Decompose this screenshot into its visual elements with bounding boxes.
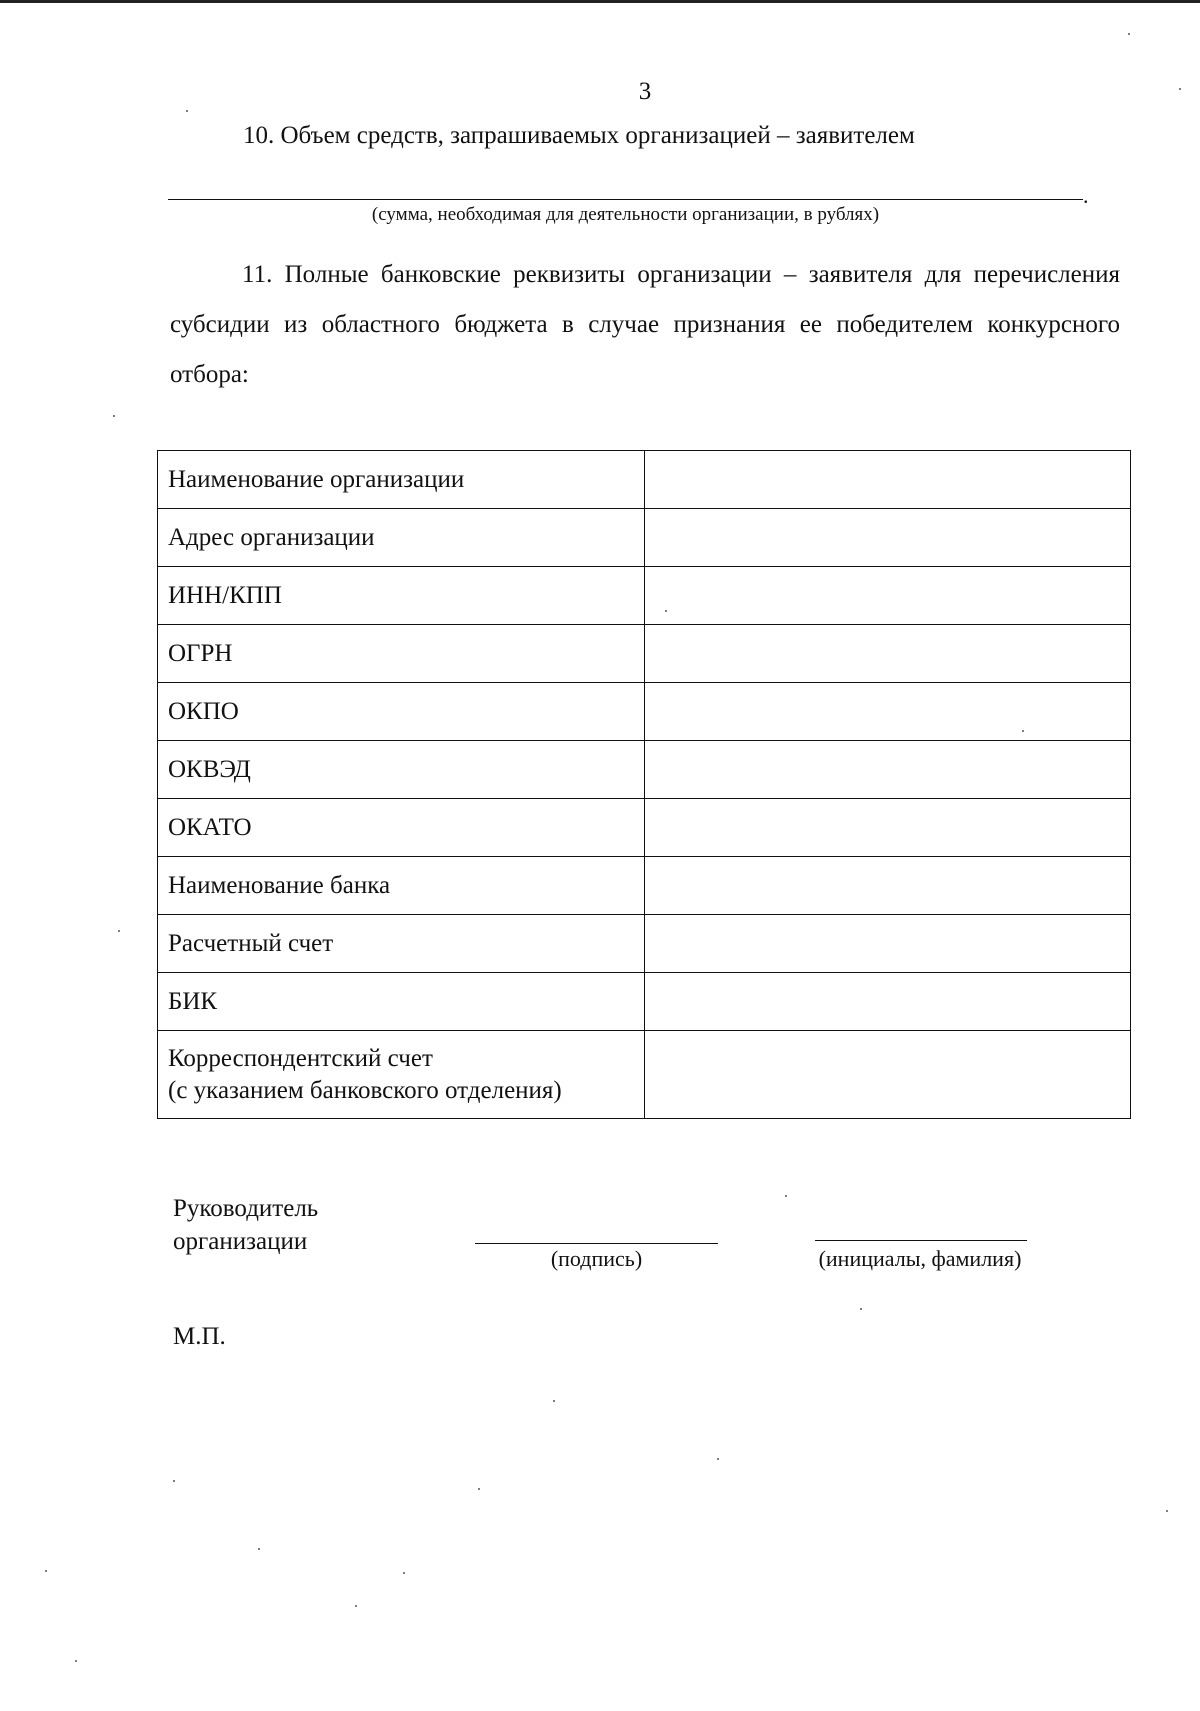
row-value-cell[interactable] bbox=[645, 509, 1131, 567]
name-caption: (инициалы, фамилия) bbox=[818, 1246, 1022, 1271]
row-label: ОКПО bbox=[158, 683, 645, 741]
scan-speck bbox=[45, 1570, 47, 1572]
head-label-line1: Руководитель bbox=[173, 1195, 319, 1222]
table-row bbox=[158, 1031, 1131, 1119]
table-row bbox=[158, 857, 1131, 915]
head-label-line2: организации bbox=[173, 1228, 308, 1255]
signature-line[interactable] bbox=[475, 1243, 718, 1244]
amount-hint: (сумма, необходимая для деятельности организации, в рублях) bbox=[371, 204, 880, 225]
table-row bbox=[158, 625, 1131, 683]
scan-speck bbox=[860, 1308, 862, 1310]
scan-speck bbox=[258, 1548, 260, 1550]
row-label: БИК bbox=[158, 973, 645, 1031]
row-label-line1: Корреспондентский счет bbox=[168, 1044, 433, 1072]
section-11-paragraph: 11. Полные банковские реквизиты организации – заявителя для перечисления субсидии из областного бюджета в случае признания ее победителем конкурсного отбора: bbox=[170, 261, 1120, 388]
scan-speck bbox=[186, 110, 188, 112]
row-value-cell[interactable] bbox=[645, 625, 1131, 683]
page-number: 3 bbox=[638, 78, 652, 105]
row-value-cell[interactable] bbox=[645, 973, 1131, 1031]
scan-speck bbox=[118, 930, 120, 932]
head-of-organization-label bbox=[173, 1192, 318, 1258]
row-label: Адрес организации bbox=[158, 509, 645, 567]
table-row bbox=[158, 741, 1131, 799]
scan-speck bbox=[1022, 730, 1024, 732]
row-value-cell[interactable] bbox=[645, 857, 1131, 915]
row-label-line2: (с указанием банковского отделения) bbox=[168, 1076, 562, 1104]
signature-caption: (подпись) bbox=[550, 1246, 643, 1271]
row-label: Наименование банка bbox=[158, 857, 645, 915]
table-row bbox=[158, 973, 1131, 1031]
row-label: ИНН/КПП bbox=[158, 567, 645, 625]
scan-speck bbox=[403, 1572, 405, 1574]
scan-speck bbox=[75, 1660, 77, 1662]
table-row bbox=[158, 915, 1131, 973]
section-10-heading: 10. Объем средств, запрашиваемых организацией – заявителем bbox=[243, 122, 915, 149]
name-line[interactable] bbox=[815, 1240, 1027, 1241]
scan-speck bbox=[1166, 1510, 1168, 1512]
row-value-cell[interactable] bbox=[645, 567, 1131, 625]
scan-speck bbox=[355, 1605, 357, 1607]
scan-speck bbox=[113, 415, 115, 417]
scan-speck bbox=[553, 1400, 555, 1402]
row-value-cell[interactable] bbox=[645, 799, 1131, 857]
amount-input-line[interactable] bbox=[168, 199, 1083, 200]
row-label: ОКАТО bbox=[158, 799, 645, 857]
table-row bbox=[158, 451, 1131, 509]
row-label: ОГРН bbox=[158, 625, 645, 683]
scan-speck bbox=[1179, 88, 1181, 90]
row-value-cell[interactable] bbox=[645, 451, 1131, 509]
amount-line-end: . bbox=[1083, 183, 1089, 208]
row-value-cell[interactable] bbox=[645, 741, 1131, 799]
scan-speck bbox=[785, 1195, 787, 1197]
row-label bbox=[158, 1031, 645, 1119]
scan-speck bbox=[665, 610, 667, 612]
scan-speck bbox=[173, 1480, 175, 1482]
stamp-place-label: М.П. bbox=[173, 1323, 226, 1350]
row-label: Наименование организации bbox=[158, 451, 645, 509]
row-label: ОКВЭД bbox=[158, 741, 645, 799]
bank-details-table bbox=[157, 450, 1131, 1119]
top-border-line bbox=[0, 0, 1200, 3]
table-row bbox=[158, 567, 1131, 625]
row-value-cell[interactable] bbox=[645, 1031, 1131, 1119]
scan-speck bbox=[478, 1488, 480, 1490]
table-row bbox=[158, 683, 1131, 741]
row-value-cell[interactable] bbox=[645, 683, 1131, 741]
table-row bbox=[158, 799, 1131, 857]
row-label: Расчетный счет bbox=[158, 915, 645, 973]
row-value-cell[interactable] bbox=[645, 915, 1131, 973]
scan-speck bbox=[1128, 33, 1130, 35]
table-row bbox=[158, 509, 1131, 567]
scan-speck bbox=[717, 1458, 719, 1460]
